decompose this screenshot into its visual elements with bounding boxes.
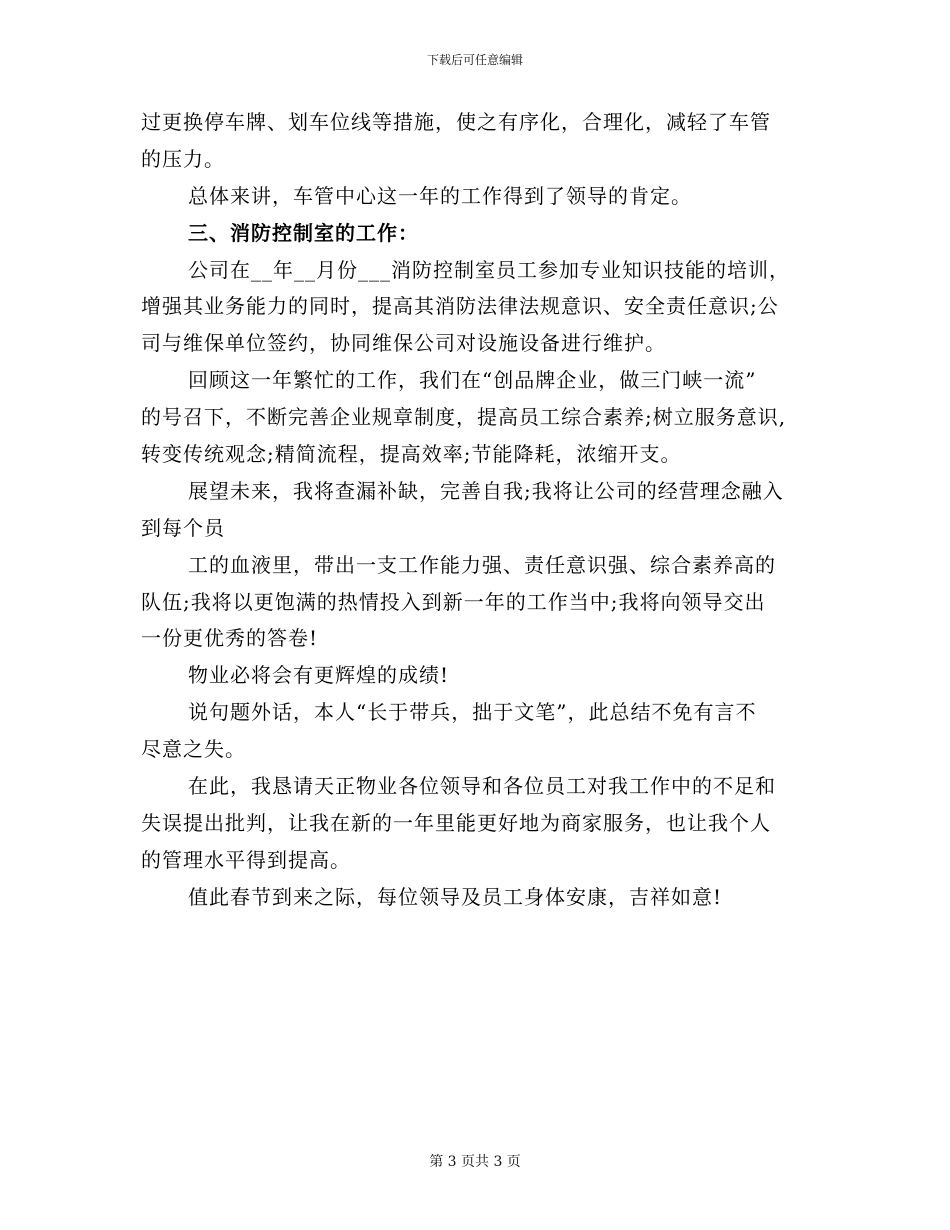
paragraph-line: 增强其业务能力的同时，提高其消防法律法规意识、安全责任意识;公 [141,294,779,319]
paragraph-line: 转变传统观念;精简流程，提高效率;节能降耗，浓缩开支。 [141,442,682,467]
paragraph-line: 到每个员 [141,515,225,540]
paragraph-line: 物业必将会有更辉煌的成绩! [188,663,450,688]
paragraph-line: 工的血液里，带出一支工作能力强、责任意识强、综合素养高的 [188,552,776,577]
paragraph-line: 在此，我恳请天正物业各位领导和各位员工对我工作中的不足和 [188,774,776,799]
paragraph-line: 队伍;我将以更饱满的热情投入到新一年的工作当中;我将向领导交出 [141,589,766,614]
page-header: 下载后可任意编辑 [426,53,523,67]
paragraph-line: 展望未来，我将查漏补缺，完善自我;我将让公司的经营理念融入 [188,478,784,503]
document-body [141,104,831,916]
paragraph-line: 一份更优秀的答卷! [141,626,319,651]
paragraph-line: 公司在__年__月份___消防控制室员工参加专业知识技能的培训， [188,257,790,282]
paragraph-line: 尽意之失。 [141,737,246,762]
paragraph-line: 失误提出批判，让我在新的一年里能更好地为商家服务，也让我个人 [141,810,771,835]
paragraph-line: 的压力。 [141,146,225,171]
paragraph-line: 司与维保单位签约，协同维保公司对设施设备进行维护。 [141,331,666,356]
section-heading: 三、消防控制室的工作： [188,220,419,245]
paragraph-line: 说句题外话，本人“长于带兵，拙于文笔”，此总结不免有言不 [188,700,757,725]
paragraph-line: 回顾这一年繁忙的工作，我们在“创品牌企业，做三门峡一流” [188,368,757,393]
paragraph-line: 值此春节到来之际，每位领导及员工身体安康，吉祥如意! [188,884,723,909]
paragraph-line: 过更换停车牌、划车位线等措施，使之有序化，合理化，减轻了车管 [141,110,771,134]
paragraph-line: 的号召下，不断完善企业规章制度，提高员工综合素养;树立服务意识, [141,405,787,430]
paragraph-line: 总体来讲，车管中心这一年的工作得到了领导的肯定。 [188,183,692,208]
page-footer: 第 3 页共 3 页 [429,1154,521,1170]
paragraph-line: 的管理水平得到提高。 [141,847,351,872]
